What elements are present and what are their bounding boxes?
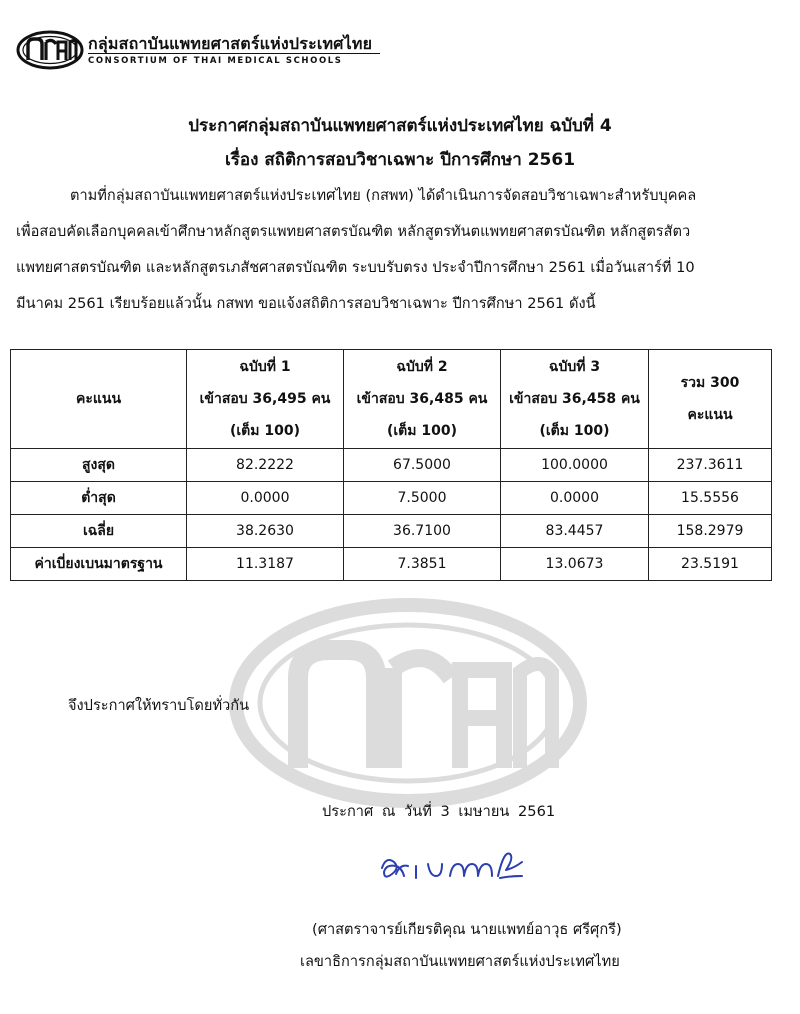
paragraph-line: มีนาคม 2561 เรียบร้อยแล้วนั้น กสพท ขอแจ้งสถิติการสอบวิชาเฉพาะ ปีการศึกษา 2561 ดังนี้ [16, 295, 596, 312]
paper-1-header [187, 350, 344, 449]
table-cell: 83.4457 [501, 515, 649, 548]
row-label: เฉลี่ย [11, 515, 187, 548]
table-row-max [11, 449, 772, 482]
exam-statistics-table [10, 349, 772, 581]
signer-position: เลขาธิการกลุ่มสถาบันแพทยศาสตร์แห่งประเทศไทย [300, 953, 620, 970]
handwritten-signature [372, 842, 532, 892]
table-cell: 38.2630 [187, 515, 344, 548]
score-header: คะแนน [11, 350, 187, 449]
document-subject: เรื่อง สถิติการสอบวิชาเฉพาะ ปีการศึกษา 2561 [224, 150, 576, 170]
cotmes-logo [16, 30, 84, 70]
table-cell: 23.5191 [649, 548, 772, 581]
letterhead [16, 30, 376, 70]
paragraph-line: ตามที่กลุ่มสถาบันแพทยศาสตร์แห่งประเทศไทย (กสพท) ได้ดำเนินการจัดสอบวิชาเฉพาะสำหรับบุคคล [70, 187, 697, 204]
table-cell: 7.3851 [344, 548, 501, 581]
table-cell: 0.0000 [501, 482, 649, 515]
paper-1-examinees: เข้าสอบ 36,495 คน [199, 391, 331, 407]
org-name-th: กลุ่มสถาบันแพทยศาสตร์แห่งประเทศไทย [88, 34, 373, 53]
paper-2-name: ฉบับที่ 2 [396, 359, 448, 375]
table-cell: 100.0000 [501, 449, 649, 482]
paper-1-full-score: (เต็ม 100) [230, 423, 300, 439]
letterhead-rule [88, 53, 380, 54]
table-row-sd [11, 548, 772, 581]
watermark-logo [228, 598, 588, 808]
total-header [649, 350, 772, 449]
paper-3-header [501, 350, 649, 449]
table-cell: 0.0000 [187, 482, 344, 515]
table-cell: 36.7100 [344, 515, 501, 548]
paper-2-full-score: (เต็ม 100) [387, 423, 457, 439]
table-cell: 13.0673 [501, 548, 649, 581]
paper-3-examinees: เข้าสอบ 36,458 คน [509, 391, 640, 407]
table-cell: 15.5556 [649, 482, 772, 515]
paragraph-line: เพื่อสอบคัดเลือกบุคคลเข้าศึกษาหลักสูตรแพทยศาสตรบัณฑิต หลักสูตรทันตแพทยศาสตรบัณฑิต หลักสูตรสัตว [16, 223, 691, 240]
org-name-en: CONSORTIUM OF THAI MEDICAL SCHOOLS [88, 56, 343, 66]
table-header-row [11, 350, 772, 449]
table-cell: 7.5000 [344, 482, 501, 515]
table-cell: 158.2979 [649, 515, 772, 548]
row-label: สูงสุด [11, 449, 187, 482]
announcement-date: ประกาศ ณ วันที่ 3 เมษายน 2561 [322, 803, 556, 820]
paragraph-line: แพทยศาสตรบัณฑิต และหลักสูตรเภสัชศาสตรบัณฑิต ระบบรับตรง ประจำปีการศึกษา 2561 เมื่อวันเสาร์ที่ 10 [16, 259, 695, 276]
closing-statement: จึงประกาศให้ทราบโดยทั่วกัน [68, 697, 250, 714]
document-title: ประกาศกลุ่มสถาบันแพทยศาสตร์แห่งประเทศไทย ฉบับที่ 4 [188, 116, 612, 136]
paper-2-header [344, 350, 501, 449]
row-label: ต่ำสุด [11, 482, 187, 515]
total-name: รวม 300 [680, 375, 740, 391]
table-cell: 82.2222 [187, 449, 344, 482]
row-label: ค่าเบี่ยงเบนมาตรฐาน [11, 548, 187, 581]
signer-name: (ศาสตราจารย์เกียรติคุณ นายแพทย์อาวุธ ศรีศุกรี) [312, 921, 622, 938]
paper-3-full-score: (เต็ม 100) [539, 423, 610, 439]
table-row-mean [11, 515, 772, 548]
table-cell: 11.3187 [187, 548, 344, 581]
table-cell: 237.3611 [649, 449, 772, 482]
table-cell: 67.5000 [344, 449, 501, 482]
paper-3-name: ฉบับที่ 3 [548, 359, 601, 375]
paper-2-examinees: เข้าสอบ 36,485 คน [356, 391, 488, 407]
table-row-min [11, 482, 772, 515]
paper-1-name: ฉบับที่ 1 [239, 359, 291, 375]
total-unit: คะแนน [687, 407, 733, 423]
